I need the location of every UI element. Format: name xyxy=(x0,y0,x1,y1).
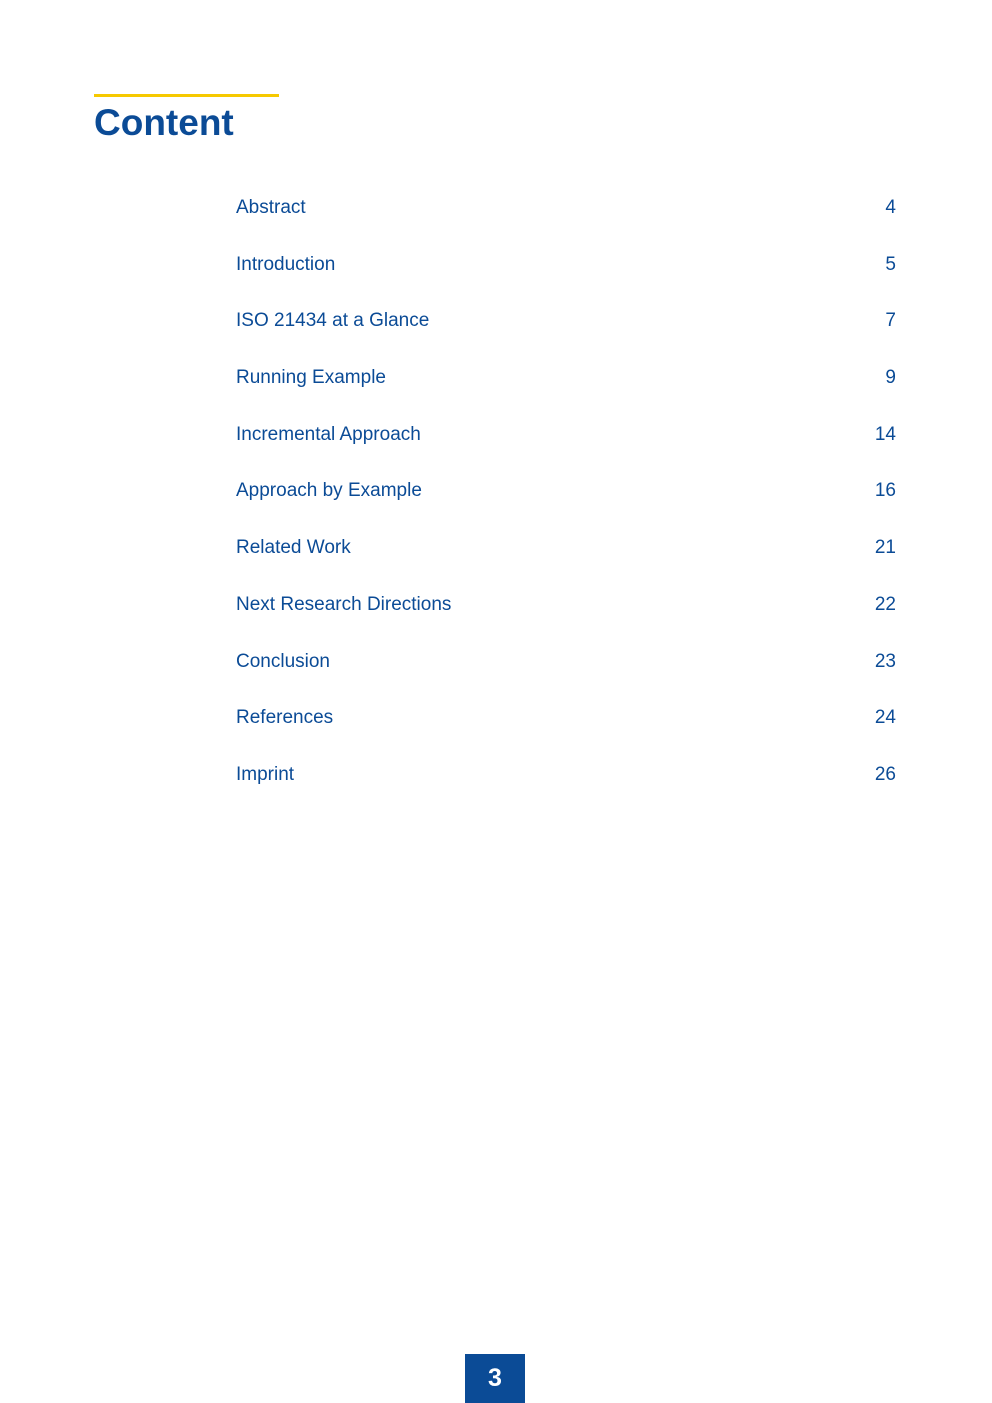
toc-entry-references[interactable] xyxy=(236,703,896,760)
toc-entry-approach-by-example[interactable] xyxy=(236,476,896,533)
toc-entry-page: 16 xyxy=(874,480,896,502)
toc-entry-page: 21 xyxy=(874,537,896,559)
toc-entry-page: 5 xyxy=(885,253,896,275)
toc-entry-page: 26 xyxy=(874,763,896,785)
toc-entry-page: 24 xyxy=(874,707,896,729)
toc-entry-page: 7 xyxy=(885,310,896,332)
toc-entry-page: 22 xyxy=(874,593,896,615)
toc-entry-label: Imprint xyxy=(236,763,295,785)
title-accent-rule xyxy=(94,94,279,97)
toc-entry-page: 4 xyxy=(885,197,896,218)
toc-entry-introduction[interactable] xyxy=(236,250,896,307)
toc-entry-label: Abstract xyxy=(236,197,306,218)
toc-entry-label: ISO 21434 at a Glance xyxy=(236,310,430,332)
toc-entry-page: 23 xyxy=(874,650,896,672)
toc-entry-conclusion[interactable] xyxy=(236,647,896,704)
toc-entry-abstract[interactable] xyxy=(236,193,896,250)
toc-entry-label: Running Example xyxy=(236,367,386,389)
toc-entry-iso-21434[interactable] xyxy=(236,306,896,363)
toc-entry-label: Next Research Directions xyxy=(236,593,452,615)
toc-entry-label: Related Work xyxy=(236,537,351,559)
toc-entry-label: References xyxy=(236,707,334,729)
toc-entry-related-work[interactable] xyxy=(236,533,896,590)
toc-entry-next-research-directions[interactable] xyxy=(236,590,896,647)
page-title: Content xyxy=(94,102,234,143)
toc-entry-label: Introduction xyxy=(236,253,336,275)
toc-entry-imprint[interactable] xyxy=(236,760,896,817)
page-number-badge: 3 xyxy=(465,1354,525,1403)
toc-entry-label: Conclusion xyxy=(236,650,330,672)
toc-entry-label: Incremental Approach xyxy=(236,423,421,445)
toc-entry-page: 14 xyxy=(874,423,896,445)
table-of-contents xyxy=(236,193,896,817)
toc-entry-incremental-approach[interactable] xyxy=(236,420,896,477)
toc-entry-running-example[interactable] xyxy=(236,363,896,420)
toc-entry-page: 9 xyxy=(885,367,896,389)
toc-entry-label: Approach by Example xyxy=(236,480,422,502)
